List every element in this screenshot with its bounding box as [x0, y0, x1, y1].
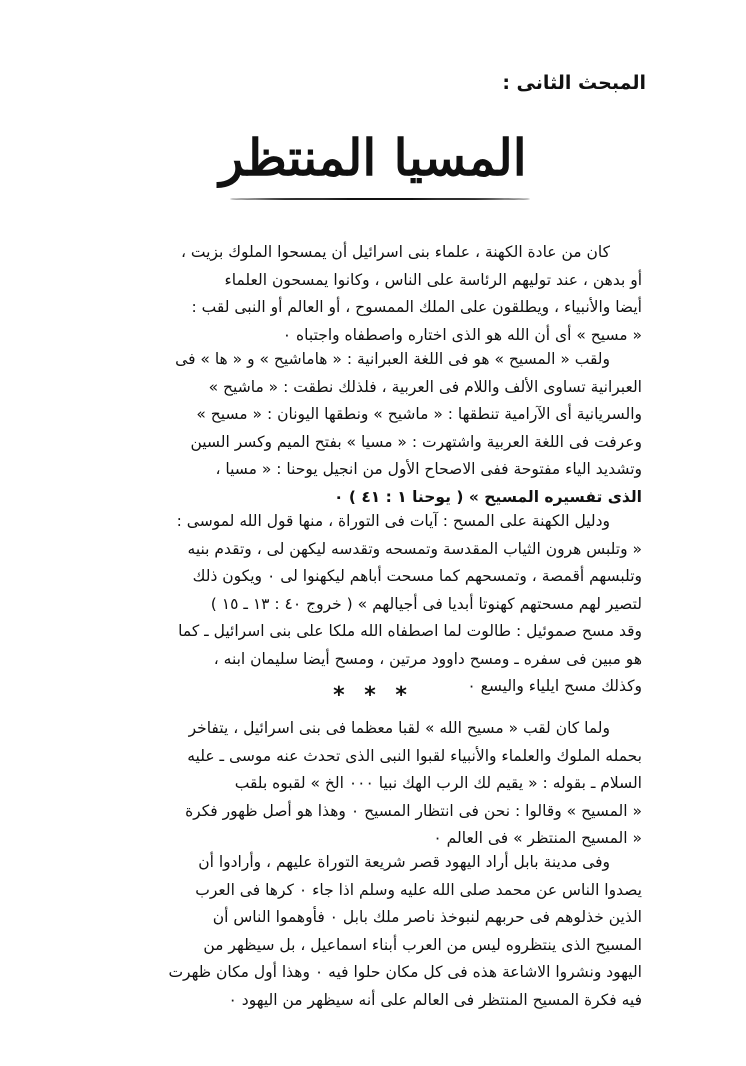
- text-line: يصدوا الناس عن محمد صلى الله عليه وسلم اذا جاء ٠ كرها فى العرب: [195, 880, 642, 899]
- text-line: « المسيح » وقالوا : نحن فى انتظار المسيح ٠ وهذا هو أصل ظهور فكرة: [185, 801, 642, 820]
- paragraph-3: [100, 508, 642, 701]
- text-line: بحمله الملوك والعلماء والأنبياء لقبوا النبى الذى تحدث عنه موسى ـ عليه: [187, 746, 642, 765]
- text-line: العبرانية تساوى الألف واللام فى العربية ، فلذلك نطقت : « ماشيح »: [208, 377, 642, 396]
- title-underline: [230, 198, 530, 200]
- text-line: السلام ـ بقوله : « يقيم لك الرب الهك نبيا ٠٠٠ الخ » لقبوه بلقب: [234, 774, 642, 792]
- text-line: أيضا والأنبياء ، ويطلقون على الملك الممسوح ، أو العالم أو النبى لقب :: [191, 298, 642, 316]
- text-line: والسريانية أى الآرامية تنطقها : « ماشيح » ونطقها اليونان : « مسيح »: [196, 405, 642, 423]
- text-line: « وتلبس هرون الثياب المقدسة وتمسحه وتقدسه ليكهن لى ، وتقدم بنيه: [187, 539, 642, 558]
- text-line: لتصير لهم مسحتهم كهنوتا أبديا فى أجيالهم » ( خروج ٤٠ : ١٣ ـ ١٥ ): [210, 594, 642, 613]
- page-title: المسيا المنتظر: [219, 128, 527, 187]
- text-line: ودليل الكهنة على المسح : آيات فى التوراة ، منها قول الله لموسى :: [176, 512, 610, 530]
- text-line: « المسيح المنتظر » فى العالم ٠: [433, 829, 642, 847]
- text-line: « مسيح » أى أن الله هو الذى اختاره واصطفاه واجتباه ٠: [282, 325, 642, 344]
- text-line: أو بدهن ، عند توليهم الرئاسة على الناس ، وكانوا يمسحون العلماء: [224, 270, 642, 289]
- text-line: ولما كان لقب « مسيح الله » لقبا معظما فى بنى اسرائيل ، يتفاخر: [188, 719, 610, 737]
- paragraph-1: [100, 239, 642, 349]
- text-line: وقد مسح صموئيل : طالوت لما اصطفاه الله ملكا على بنى اسرائيل ـ كما: [178, 622, 642, 640]
- text-line: اليهود ونشروا الاشاعة هذه فى كل مكان حلوا فيه ٠ وهذا أول مكان ظهرت: [168, 963, 642, 981]
- text-line: الذى تفسيره المسيح » ( يوحنا ١ : ٤١ ) ٠: [333, 487, 642, 506]
- paragraph-2: [100, 346, 642, 511]
- text-line: كان من عادة الكهنة ، علماء بنى اسرائيل أن يمسحوا الملوك بزيت ،: [181, 243, 610, 261]
- text-line: وفى مدينة بابل أراد اليهود قصر شريعة التوراة عليهم ، وأرادوا أن: [198, 853, 610, 871]
- text-line: ولقب « المسيح » هو فى اللغة العبرانية : « هاماشيح » و « ها » فى: [175, 350, 610, 368]
- section-separator: * * *: [333, 683, 413, 708]
- text-line: هو مبين فى سفره ـ ومسح داوود مرتين ، ومسح أيضا سليمان ابنه ،: [213, 649, 642, 668]
- text-line: وتشديد الياء مفتوحة ففى الاصحاح الأول من انجيل يوحنا : « مسيا ،: [215, 460, 642, 478]
- text-line: الذين خذلوهم فى حربهم لنبوخذ ناصر ملك بابل ٠ فأوهموا الناس أن: [212, 908, 642, 926]
- paragraph-5: [100, 849, 642, 1014]
- text-line: وتلبسهم أقمصة ، وتمسحهم كما مسحت أباهم ليكهنوا لى ٠ ويكون ذلك: [192, 567, 642, 585]
- text-line: وكذلك مسح ايلياء واليسع ٠: [467, 677, 642, 695]
- paragraph-4: [100, 715, 642, 853]
- text-line: المسيح الذى ينتظروه ليس من العرب أبناء اسماعيل ، بل سيظهر من: [203, 935, 642, 954]
- text-line: وعرفت فى اللغة العربية واشتهرت : « مسيا » بفتح الميم وكسر السين: [190, 432, 642, 451]
- text-line: فيه فكرة المسيح المنتظر فى العالم على أنه سيظهر من اليهود ٠: [228, 990, 642, 1009]
- section-label: المبحث الثانى :: [502, 72, 646, 94]
